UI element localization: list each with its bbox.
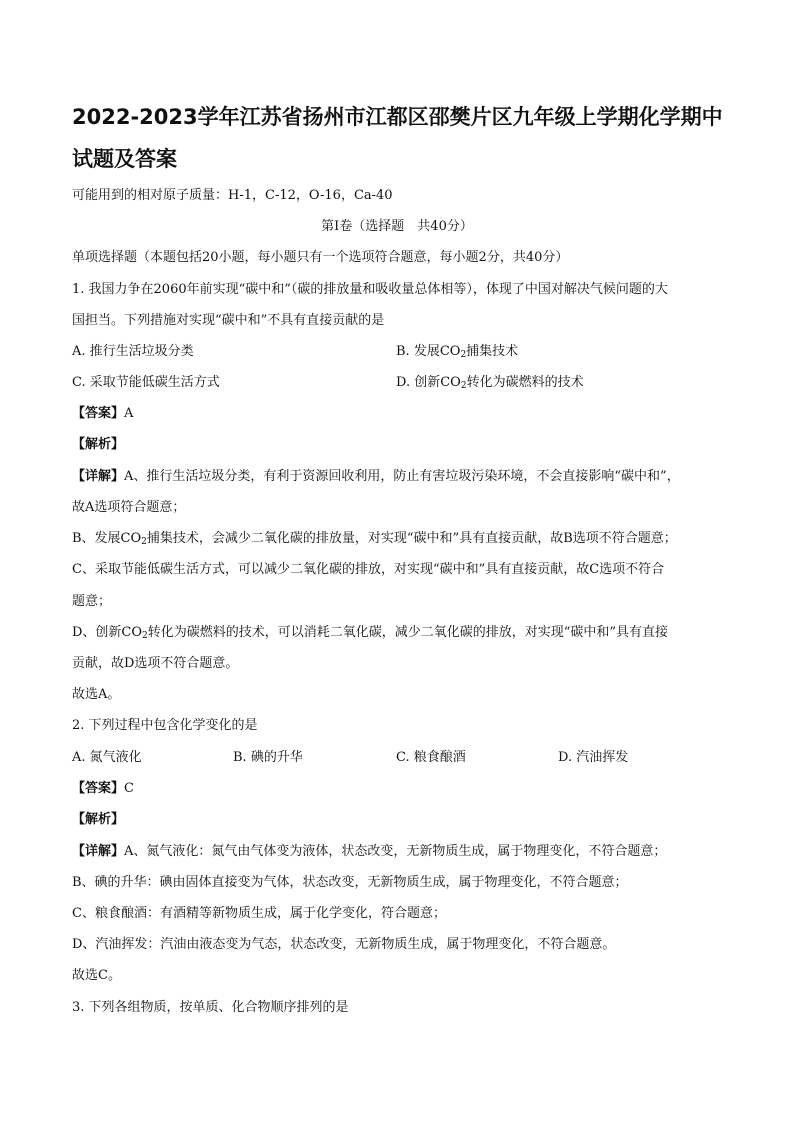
q2-detail-b: B、碘的升华：碘由固体直接变为气体，状态改变，无新物质生成，属于物理变化，不符合题意；	[72, 875, 628, 890]
q2-detail-a-text: A、氮气液化：氮气由气体变为液体，状态改变，无新物质生成，属于物理变化，不符合题意；	[124, 844, 667, 859]
q1-option-b-sub: 2	[460, 350, 467, 360]
q1-option-d-sub: 2	[460, 381, 467, 391]
q1-detail-b-post: 捕集技术，会减少二氧化碳的排放量，对实现“碳中和”具有直接贡献，故B选项不符合题意；	[146, 531, 677, 546]
q2-answer-value: C	[124, 781, 134, 796]
q1-detail-b-sub: 2	[141, 537, 147, 547]
q1-detail-d-line-1	[72, 624, 668, 645]
q2-detail-a	[72, 843, 666, 861]
q3-stem: 3. 下列各组物质，按单质、化合物顺序排列的是	[72, 1000, 349, 1015]
atomic-masses: 可能用到的相对原子质量：H-1，C-12，O-16，Ca-40	[72, 188, 393, 203]
q1-option-b-pre: B. 发展CO	[396, 344, 461, 359]
q1-detail-d-sub: 2	[142, 631, 148, 641]
q2-detail-c: C、粮食酿酒：有酒精等新物质生成，属于化学变化，符合题意；	[72, 906, 446, 921]
q1-detail-a-line-1	[72, 468, 680, 486]
q1-option-d-pre: D. 创新CO	[396, 375, 461, 390]
q1-detail-a-text: A、推行生活垃圾分类，有利于资源回收利用，防止有害垃圾污染环境，不会直接影响“碳中和”，	[124, 469, 680, 484]
q2-option-b: B. 碘的升华	[233, 750, 303, 765]
q1-detail-d-line-2: 贡献，故D选项不符合题意。	[72, 656, 239, 671]
q1-option-b-post: 捕集技术	[466, 344, 519, 359]
q1-analysis-tag: 【解析】	[72, 437, 125, 452]
q1-detail-b	[72, 530, 677, 551]
q1-option-c: C. 采取节能低碳生活方式	[72, 375, 220, 390]
section-heading: 第Ⅰ卷（选择题 共40分）	[321, 219, 473, 234]
q1-option-a: A. 推行生活垃圾分类	[72, 344, 194, 359]
doc-title-line-1: 2022-2023学年江苏省扬州市江都区邵樊片区九年级上学期化学期中	[72, 105, 723, 129]
q2-answer	[72, 780, 134, 798]
answer-tag: 【答案】	[72, 781, 125, 796]
q2-stem: 2. 下列过程中包含化学变化的是	[72, 718, 258, 733]
q1-answer	[72, 405, 133, 423]
q2-conclusion: 故选C。	[72, 968, 121, 983]
q1-detail-c-line-2: 题意；	[72, 594, 112, 609]
q1-detail-d-post: 转化为碳燃料的技术，可以消耗二氧化碳，减少二氧化碳的排放，对实现“碳中和”具有直接	[147, 625, 669, 640]
q1-detail-a-line-2: 故A选项符合题意；	[72, 500, 186, 515]
q1-detail-c-line-1: C、采取节能低碳生活方式，可以减少二氧化碳的排放，对实现“碳中和”具有直接贡献，故C选项不符合	[72, 562, 665, 577]
q1-detail-b-pre: B、发展CO	[72, 531, 142, 546]
detail-tag: 【详解】	[72, 469, 125, 484]
q2-detail-d: D、汽油挥发：汽油由液态变为气态，状态改变，无新物质生成，属于物理变化，不符合题意。	[72, 937, 616, 952]
q2-option-a: A. 氮气液化	[72, 750, 142, 765]
q2-analysis-tag: 【解析】	[72, 812, 125, 827]
q1-stem-line-2: 国担当。下列措施对实现“碳中和”不具有直接贡献的是	[72, 313, 385, 328]
q1-option-d-post: 转化为碳燃料的技术	[466, 375, 584, 390]
q1-conclusion: 故选A。	[72, 687, 121, 702]
q1-option-d	[396, 374, 584, 395]
detail-tag: 【详解】	[72, 844, 125, 859]
instructions: 单项选择题（本题包括20小题，每小题只有一个选项符合题意，每小题2分，共40分）	[72, 250, 569, 265]
q1-option-b	[396, 343, 518, 364]
q1-detail-d-pre: D、创新CO	[72, 625, 143, 640]
q1-answer-value: A	[124, 406, 134, 421]
q2-option-c: C. 粮食酿酒	[396, 750, 466, 765]
q1-stem-line-1: 1. 我国力争在2060年前实现“碳中和”（碳的排放量和吸收量总体相等），体现了中国对解决气候问题的大	[72, 282, 668, 297]
answer-tag: 【答案】	[72, 406, 125, 421]
q2-option-d: D. 汽油挥发	[558, 750, 629, 765]
doc-title-line-2: 试题及答案	[72, 147, 177, 171]
